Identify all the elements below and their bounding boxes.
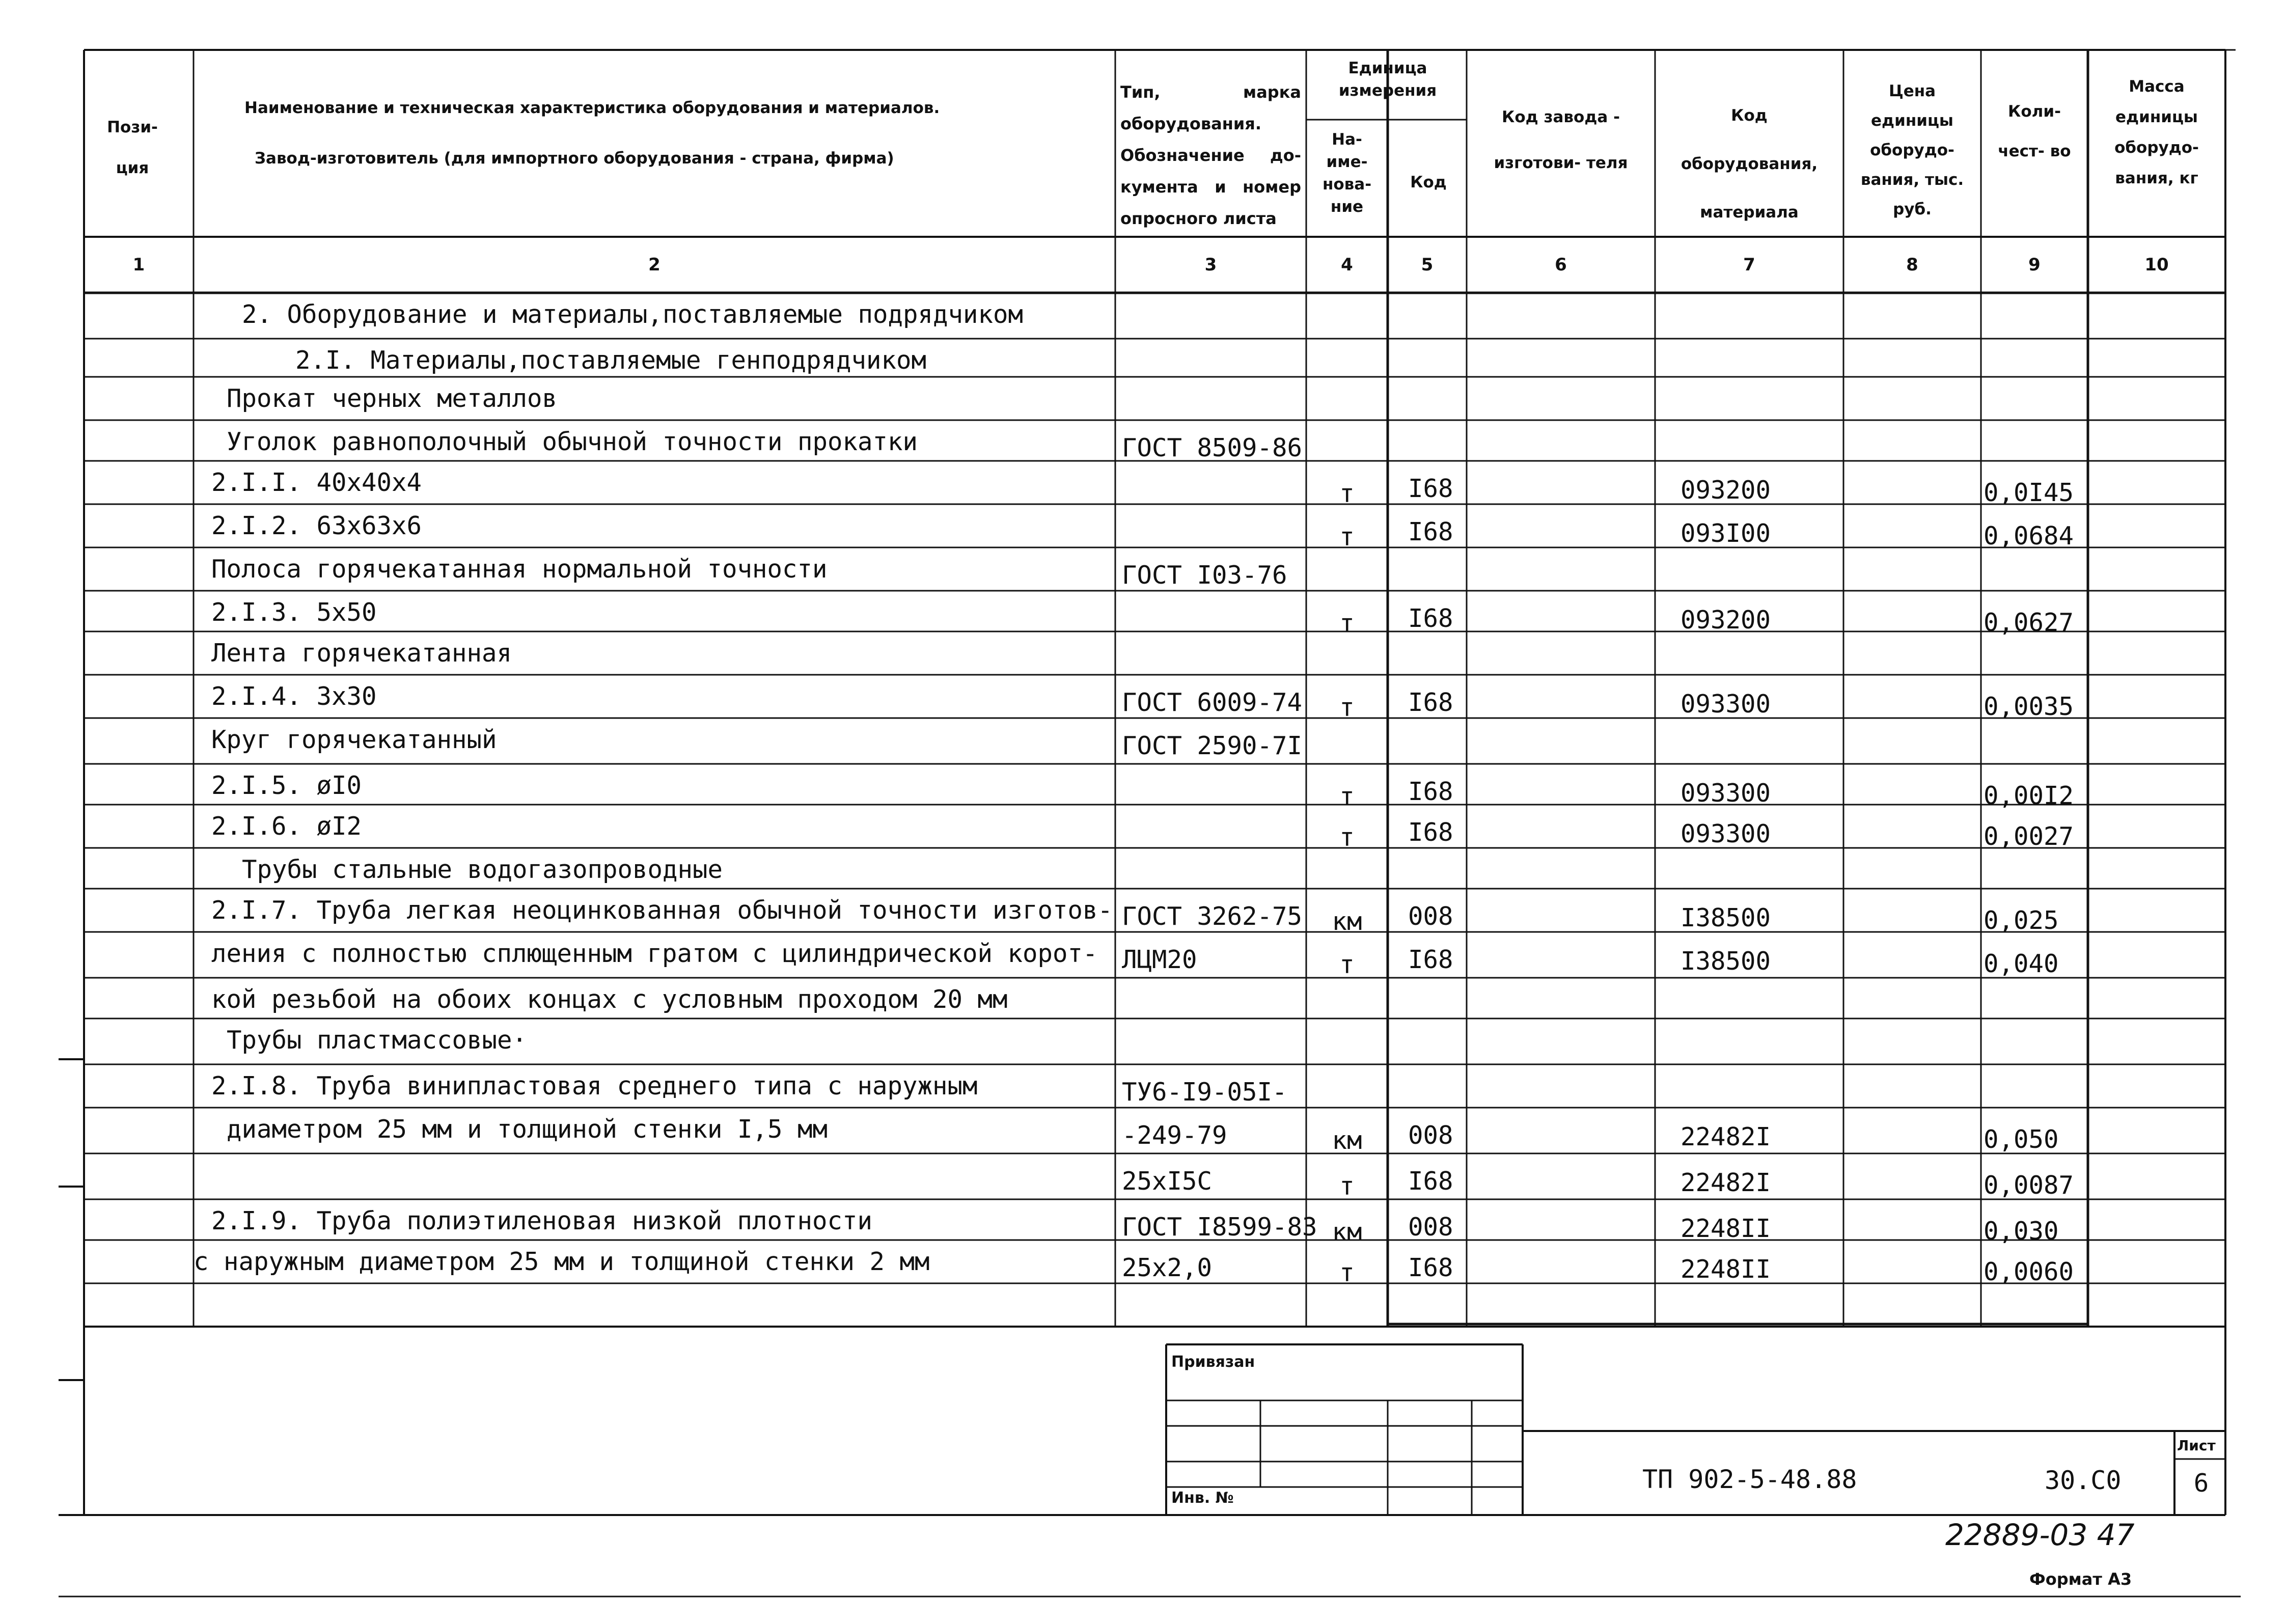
header-unit-code: Код [1410, 173, 1447, 191]
row-unit: км [1332, 907, 1362, 936]
row-quantity: 0,0035 [1984, 692, 2074, 721]
row-unit-code: 008 [1408, 1213, 1453, 1242]
row-unit-code: I68 [1408, 945, 1453, 974]
row-unit-code: 008 [1408, 902, 1453, 931]
column-number: 5 [1421, 255, 1434, 275]
row-unit-code: I68 [1408, 777, 1453, 806]
row-unit: т [1339, 1258, 1355, 1287]
row-name: 2.I.8. Труба винипластовая среднего типа с наружным [211, 1071, 978, 1100]
row-name: 2.I.3. 5x50 [211, 598, 377, 627]
row-quantity: 0,025 [1984, 906, 2059, 935]
row-quantity: 0,0060 [1984, 1257, 2074, 1286]
row-type: 25xI5C [1122, 1167, 1213, 1196]
sheet-number: 6 [2193, 1469, 2209, 1498]
header-unit-name: На- име- нова- ние [1322, 130, 1372, 216]
row-material-code: I38500 [1681, 947, 1771, 976]
row-material-code: 22482I [1681, 1122, 1771, 1151]
column-number: 9 [2028, 255, 2041, 275]
row-material-code: 2248II [1681, 1214, 1771, 1243]
row-name: Полоса горячекатанная нормальной точности [211, 555, 828, 584]
row-material-code: 093200 [1681, 605, 1771, 635]
row-name: 2. Оборудование и материалы,поставляемые подрядчиком [242, 300, 1024, 329]
sheet-label: Лист [2177, 1437, 2216, 1454]
row-name: кой резьбой на обоих концах с условным проходом 20 мм [211, 985, 1008, 1014]
row-material-code: 093300 [1681, 819, 1771, 848]
row-name: с наружным диаметром 25 мм и толщиной стенки 2 мм [194, 1247, 930, 1276]
column-number: 6 [1555, 255, 1567, 275]
row-type: 25x2,0 [1122, 1253, 1213, 1282]
row-unit: т [1339, 782, 1355, 811]
header-material-code: Код оборудования, материала [1681, 106, 1818, 222]
column-number: 2 [648, 255, 660, 275]
column-number: 4 [1341, 255, 1353, 275]
row-name: 2.I.I. 40x40x4 [211, 468, 422, 497]
row-unit: км [1332, 1126, 1362, 1155]
row-name: ления с полностью сплющенным гратом с цилиндрической корот- [211, 939, 1098, 968]
row-unit: т [1339, 522, 1355, 552]
row-quantity: 0,0027 [1984, 822, 2074, 851]
section-code: 30.C0 [2045, 1466, 2122, 1495]
row-unit-code: I68 [1408, 1253, 1453, 1282]
header-name-line2: Завод-изготовитель (для импортного оборудования - страна, фирма) [255, 149, 894, 168]
row-quantity: 0,0627 [1984, 608, 2074, 637]
row-name: Трубы пластмассовые· [227, 1026, 528, 1055]
row-unit-code: I68 [1408, 818, 1453, 847]
row-unit-code: I68 [1408, 517, 1453, 546]
row-material-code: 22482I [1681, 1168, 1771, 1197]
column-number: 8 [1906, 255, 1918, 275]
column-number: 3 [1204, 255, 1217, 275]
row-type: ГОСТ 8509-86 [1122, 433, 1303, 462]
header-mass: Масса единицы оборудо- вания, кг [2114, 77, 2199, 187]
row-quantity: 0,0I45 [1984, 478, 2074, 507]
row-type: -249-79 [1122, 1121, 1227, 1150]
row-name: Лента горячекатанная [211, 639, 512, 668]
row-name: 2.I.5. øI0 [211, 771, 362, 800]
row-unit: т [1339, 609, 1355, 638]
stamp-inv-label: Инв. № [1171, 1489, 1234, 1507]
row-quantity: 0,040 [1984, 949, 2059, 978]
row-unit-code: I68 [1408, 1167, 1453, 1196]
column-number: 7 [1743, 255, 1755, 275]
row-name: 2.I.4. 3x30 [211, 682, 377, 711]
row-material-code: I38500 [1681, 903, 1771, 932]
row-name: Круг горячекатанный [211, 725, 497, 754]
row-unit-code: I68 [1408, 604, 1453, 633]
row-name: диаметром 25 мм и толщиной стенки I,5 мм [227, 1115, 828, 1144]
row-type: ГОСТ I8599-83 [1122, 1213, 1317, 1242]
row-type: ГОСТ 2590-7I [1122, 731, 1303, 760]
archive-number: 22889-03 47 [1945, 1518, 2135, 1552]
row-unit: т [1339, 950, 1355, 979]
row-name: Прокат черных металлов [227, 384, 558, 413]
row-quantity: 0,00I2 [1984, 781, 2074, 810]
row-name: Уголок равнополочный обычной точности прокатки [227, 427, 918, 456]
row-type: ГОСТ I03-76 [1122, 561, 1287, 590]
document-code: ТП 902-5-48.88 [1642, 1465, 1857, 1494]
stamp-attached-label: Привязан [1171, 1353, 1255, 1371]
row-unit-code: I68 [1408, 474, 1453, 503]
row-type: ЛЦМ20 [1122, 945, 1197, 974]
row-unit: т [1339, 693, 1355, 722]
row-quantity: 0,0684 [1984, 521, 2074, 550]
format-label: Формат А3 [2029, 1570, 2132, 1589]
row-name: 2.I.9. Труба полиэтиленовая низкой плотности [211, 1206, 873, 1235]
column-number: 10 [2144, 255, 2169, 275]
row-material-code: 093I00 [1681, 519, 1771, 548]
row-unit: т [1339, 823, 1355, 852]
row-unit: т [1339, 1172, 1355, 1201]
row-name: 2.I.7. Труба легкая неоцинкованная обычной точности изготов- [211, 896, 1113, 925]
header-name-line1: Наименование и техническая характеристика оборудования и материалов. [244, 99, 940, 117]
header-unit-group: Единица измерения [1338, 59, 1437, 100]
row-quantity: 0,0087 [1984, 1171, 2074, 1200]
row-unit-code: 008 [1408, 1121, 1453, 1150]
row-name: Трубы стальные водогазопроводные [242, 855, 723, 884]
column-number: 1 [132, 255, 145, 275]
header-price: Цена единицы оборудо- вания, тыс. руб. [1860, 82, 1964, 218]
row-type: ГОСТ 6009-74 [1122, 688, 1303, 717]
row-type: ГОСТ 3262-75 [1122, 902, 1303, 931]
row-unit-code: I68 [1408, 688, 1453, 717]
row-name: 2.I.2. 63x63x6 [211, 511, 422, 540]
row-type: ТУ6-I9-05I- [1122, 1078, 1287, 1107]
header-factory-code: Код завода - изготови- теля [1494, 108, 1628, 172]
header-quantity: Коли- чест- во [1998, 102, 2071, 160]
row-name: 2.I.6. øI2 [211, 812, 362, 841]
row-quantity: 0,050 [1984, 1125, 2059, 1154]
header-type: Тип, марка оборудования. Обозначение до- кумента и номер опросного листа [1120, 82, 1301, 228]
header-position: Пози- ция [107, 118, 158, 177]
row-material-code: 093200 [1681, 476, 1771, 505]
row-unit: км [1332, 1218, 1362, 1247]
row-material-code: 093300 [1681, 690, 1771, 719]
row-material-code: 093300 [1681, 779, 1771, 808]
row-unit: т [1339, 479, 1355, 508]
row-material-code: 2248II [1681, 1255, 1771, 1284]
row-name: 2.I. Материалы,поставляемые генподрядчиком [295, 346, 927, 375]
row-quantity: 0,030 [1984, 1217, 2059, 1246]
